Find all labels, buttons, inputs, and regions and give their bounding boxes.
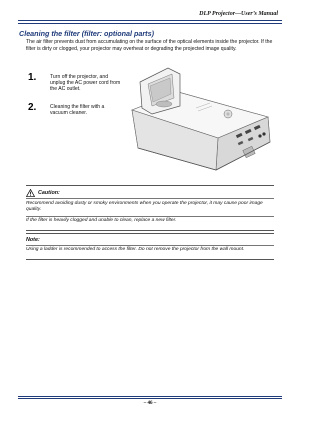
- caution-line-1: Recommend avoiding dusty or smoky environments when you operate the projector, it may cause poor image quality.: [26, 200, 263, 213]
- projector-illustration: [118, 62, 278, 174]
- caution-box: [26, 185, 274, 231]
- step-2-number: 2.: [28, 102, 37, 113]
- warning-icon: [26, 189, 35, 197]
- intro-paragraph: The air filter prevents dust from accumulating on the surface of the optical elements inside the projector. If the filter is dirty or clogged, your projector may overheat or degrading the projected image quality.: [26, 39, 273, 52]
- caution-label: Caution:: [38, 189, 60, 196]
- footer-rule-thick: [18, 398, 282, 399]
- header-rule: [18, 20, 282, 21]
- note-text: Using a ladder is recommended to access the filter. Do not remove the projector from the wall mount.: [26, 247, 245, 253]
- header-title: DLP Projector—User’s Manual: [199, 11, 278, 17]
- step-2-text: Cleaning the filter with a vacuum cleaner.: [50, 104, 105, 117]
- step-1-text: Turn off the projector, and unplug the AC power cord from the AC outlet.: [50, 74, 121, 93]
- page-number: – 46 –: [143, 401, 157, 406]
- caution-heading: [26, 187, 274, 197]
- caution-line-2: If the filter is heavily clogged and unable to clean, replace a new filter.: [26, 218, 177, 224]
- step-1-number: 1.: [28, 72, 37, 83]
- note-label: Note:: [26, 237, 40, 243]
- note-box: [26, 233, 274, 260]
- footer-rule: [18, 396, 282, 397]
- caution-rule: [26, 198, 274, 199]
- section-title: Cleaning the filter (filter: optional parts): [19, 29, 154, 38]
- note-rule: [26, 245, 274, 246]
- header-rule-thin: [18, 23, 282, 24]
- caution-rule-2: [26, 216, 274, 217]
